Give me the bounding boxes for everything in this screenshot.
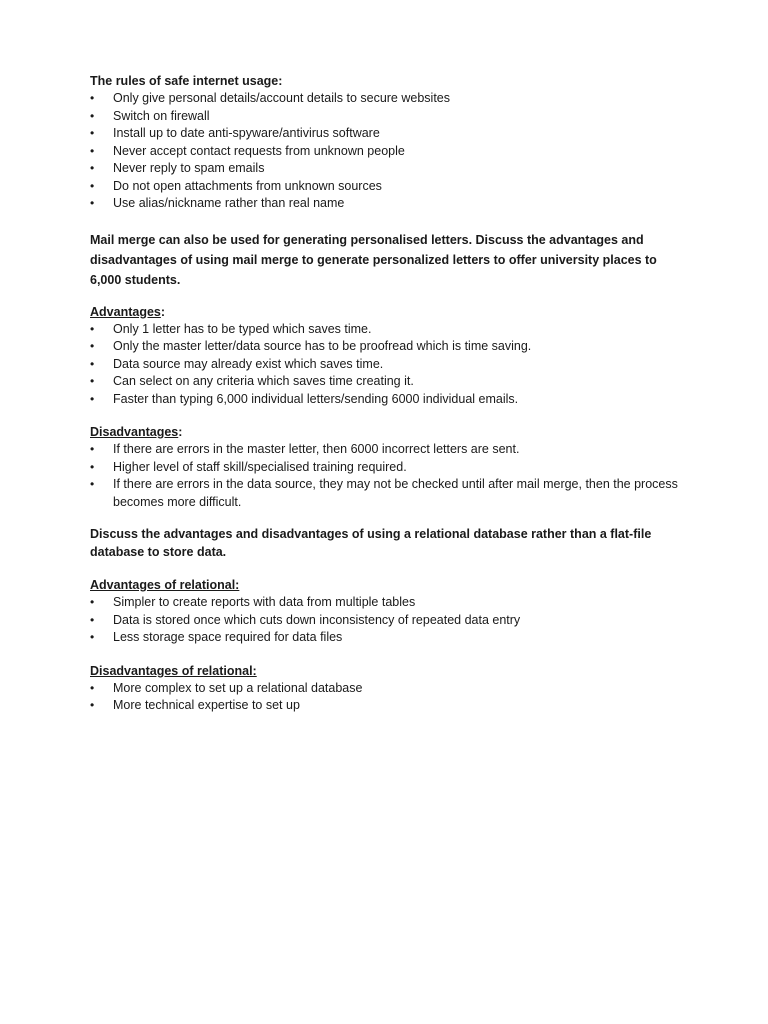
list-item-text: Never reply to spam emails xyxy=(113,161,265,175)
bullet-icon: • xyxy=(90,108,95,123)
bullet-icon: • xyxy=(90,161,95,175)
list-item-text: If there are errors in the master letter, then 6000 incorrect letters are sent. xyxy=(113,442,520,456)
list-item xyxy=(90,338,690,356)
list-item xyxy=(90,391,690,409)
disadvantages-relational-list xyxy=(90,680,690,715)
list-item xyxy=(90,125,690,143)
disadvantages-list xyxy=(90,441,690,511)
bullet-icon: • xyxy=(90,612,95,627)
list-item xyxy=(90,697,690,715)
advantages-list xyxy=(90,321,690,409)
list-item-text: If there are errors in the data source, they may not be checked until after mail merge, then the process becomes more difficult. xyxy=(113,477,678,509)
list-item xyxy=(90,356,690,374)
bullet-icon: • xyxy=(90,178,95,193)
list-item-text: More technical expertise to set up xyxy=(113,698,300,712)
mail-merge-question: Mail merge can also be used for generating personalised letters. Discuss the advantages and disadvantages of using mail merge to generate personalized letters to offer university places to 6,000 students. xyxy=(90,232,657,287)
list-item xyxy=(90,90,690,108)
relational-database-question: Discuss the advantages and disadvantages of using a relational database rather than a flat-file database to store data. xyxy=(90,527,652,559)
bullet-icon: • xyxy=(90,442,95,456)
bullet-icon: • xyxy=(90,374,95,388)
list-item-text: Switch on firewall xyxy=(113,108,210,123)
list-item-text: More complex to set up a relational database xyxy=(113,680,363,695)
list-item xyxy=(90,441,690,459)
advantages-heading xyxy=(90,303,690,321)
bullet-icon: • xyxy=(90,391,95,406)
list-item-text: Higher level of staff skill/specialised training required. xyxy=(113,459,407,474)
list-item-text: Simpler to create reports with data from multiple tables xyxy=(113,595,416,609)
bullet-icon: • xyxy=(90,356,95,371)
list-item xyxy=(90,195,690,213)
list-item-text: Can select on any criteria which saves time creating it. xyxy=(113,374,414,388)
list-item xyxy=(90,476,690,511)
list-item-text: Data source may already exist which saves time. xyxy=(113,356,384,371)
list-item xyxy=(90,160,690,178)
list-item-text: Data is stored once which cuts down inconsistency of repeated data entry xyxy=(113,612,521,627)
list-item xyxy=(90,612,690,630)
list-item xyxy=(90,459,690,477)
advantages-colon: : xyxy=(160,304,166,319)
list-item-text: Do not open attachments from unknown sources xyxy=(113,178,382,193)
bullet-icon: • xyxy=(90,459,95,474)
list-item xyxy=(90,629,690,647)
list-item xyxy=(90,143,690,161)
disadvantages-colon: : xyxy=(178,425,183,439)
bullet-icon: • xyxy=(90,126,95,140)
list-item-text: Only give personal details/account details to secure websites xyxy=(113,91,450,105)
bullet-icon: • xyxy=(90,630,95,644)
list-item-text: Never accept contact requests from unknown people xyxy=(113,143,405,158)
list-item-text: Less storage space required for data files xyxy=(113,630,343,644)
list-item-text: Only the master letter/data source has to be proofread which is time saving. xyxy=(113,339,532,353)
bullet-icon: • xyxy=(90,321,95,336)
list-item-text: Install up to date anti-spyware/antivirus software xyxy=(113,126,380,140)
list-item xyxy=(90,178,690,196)
list-item-text: Faster than typing 6,000 individual letters/sending 6000 individual emails. xyxy=(113,391,519,406)
bullet-icon: • xyxy=(90,196,95,210)
bullet-icon: • xyxy=(90,698,95,712)
disadvantages-title: Disadvantages xyxy=(90,425,179,439)
bullet-icon: • xyxy=(90,477,95,491)
bullet-icon: • xyxy=(90,595,95,609)
safe-internet-heading: The rules of safe internet usage: xyxy=(90,74,283,88)
list-item xyxy=(90,321,690,339)
advantages-title: Advantages xyxy=(90,304,161,319)
safe-internet-list xyxy=(90,90,690,213)
disadvantages-relational-heading: Disadvantages of relational: xyxy=(90,663,257,678)
bullet-icon: • xyxy=(90,680,95,695)
list-item xyxy=(90,108,690,126)
list-item xyxy=(90,373,690,391)
document-page xyxy=(90,72,690,715)
bullet-icon: • xyxy=(90,91,95,105)
list-item-text: Only 1 letter has to be typed which saves time. xyxy=(113,321,372,336)
bullet-icon: • xyxy=(90,339,95,353)
disadvantages-heading xyxy=(90,423,690,441)
list-item-text: Use alias/nickname rather than real name xyxy=(113,196,345,210)
bullet-icon: • xyxy=(90,143,95,158)
list-item xyxy=(90,680,690,698)
advantages-relational-list xyxy=(90,594,690,647)
advantages-relational-heading: Advantages of relational: xyxy=(90,578,240,592)
list-item xyxy=(90,594,690,612)
